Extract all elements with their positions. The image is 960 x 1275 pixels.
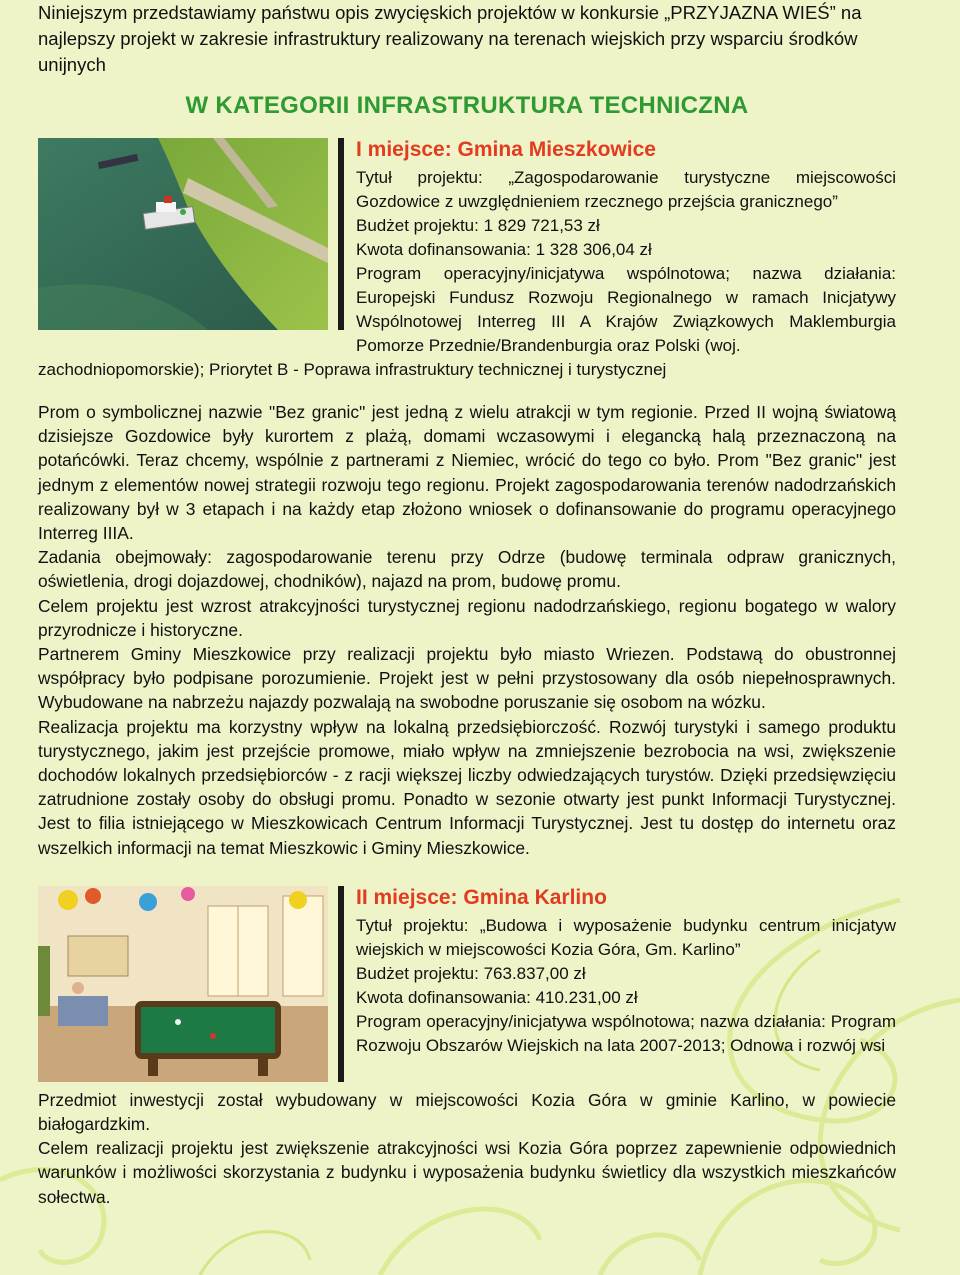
place-2-details xyxy=(356,886,896,1058)
body-paragraph: Realizacja projektu ma korzystny wpływ na lokalną przedsiębiorczość. Rozwój turystyki i samego produktu turystycznego, jakim jest przejście promowe, miało wpływ na zmniejszenie bezrobocia na wsi, zwiększenie dochodów lokalnych przedsiębiorców - z racji większej liczby odwiedzających turystów. Dzięki przedsięwzięciu zatrudnione zostały osoby do obsługi promu. Ponadto w sezonie otwarty jest punkt Informacji Turystycznej. Jest to filia istniejącego w Mieszkowicach Centrum Informacji Turystycznej. Jest tu dostęp do internetu oraz wszelkich informacji na temat Mieszkowic i Gminy Mieszkowice. xyxy=(38,716,896,858)
place-1-details xyxy=(356,138,896,358)
place-2-section xyxy=(38,886,896,1058)
place-1-tail: zachodniopomorskie); Priorytet B - Poprawa infrastruktury technicznej i turystycznej xyxy=(38,360,667,379)
page-content xyxy=(38,0,896,1209)
body-paragraph: Prom o symbolicznej nazwie "Bez granic" jest jedną z wielu atrakcji w tym regionie. Przed II wojną światową dzisiejsze Gozdowice były kurortem z plażą, domami wczasowymi i elegancką halą przeznaczoną na potańcówki. Teraz chcemy, wspólnie z partnerami z Niemiec, wrócić do tego co było. Prom "Bez granic" jest jednym z elementów nowej strategii rozwoju tego regionu. Projekt zagospodarowania terenów nadodrzańskich realizowany był w 3 etapach i na każdy etap złożono wniosek o dofinansowanie do programu operacyjnego Interreg IIIA. xyxy=(38,402,896,544)
place-1-title: I miejsce: Gmina Mieszkowice xyxy=(356,138,656,161)
accent-bar xyxy=(338,138,344,330)
place-1-funding: Kwota dofinansowania: 1 328 306,04 zł xyxy=(356,240,652,259)
body-paragraph: Celem projektu jest wzrost atrakcyjności turystycznej regionu nadodrzańskiego, regionu bogatego w walory przyrodnicze i historyczne. xyxy=(38,595,896,640)
place-2-body xyxy=(38,1088,896,1209)
place-1-section xyxy=(38,138,896,382)
body-paragraph: Zadania obejmowały: zagospodarowanie terenu przy Odrze (budowę terminala odpraw granicznych, oświetlenia, drogi dojazdowej, chodników), najazd na prom, budowę promu. xyxy=(38,547,896,592)
accent-bar xyxy=(338,886,344,1082)
place-2-program: Program operacyjny/inicjatywa wspólnotowa; nazwa działania: Program Rozwoju Obszarów Wiejskich na lata 2007-2013; Odnowa i rozwój wsi xyxy=(356,1011,896,1055)
body-paragraph: Celem realizacji projektu jest zwiększenie atrakcyjności wsi Kozia Góra poprzez zapewnienie odpowiednich warunków i możliwości skorzystania z budynku i wyposażenia budynku świetlicy dla wszystkich mieszkańców sołectwa. xyxy=(38,1138,896,1207)
place-2-funding: Kwota dofinansowania: 410.231,00 zł xyxy=(356,987,638,1007)
place-2-project-title: Tytuł projektu: „Budowa i wyposażenie budynku centrum inicjatyw wiejskich w miejscowości Kozia Góra, Gm. Karlino” xyxy=(356,915,896,959)
place-1-program: Program operacyjny/inicjatywa wspólnotowa; nazwa działania: Europejski Fundusz Rozwoju Regionalnego w ramach Inicjatywy Wspólnotowej Interreg III A Krajów Związkowych Maklemburgia Pomorze Przednie/Brandenburgia oraz Polski (woj. xyxy=(356,264,896,355)
place-1-project-title: Tytuł projektu: „Zagospodarowanie turystyczne miejscowości Gozdowice z uwzględnieniem rzecznego przejścia granicznego” xyxy=(356,168,896,211)
category-title: W KATEGORII INFRASTRUKTURA TECHNICZNA xyxy=(185,92,749,119)
place-1-budget: Budżet projektu: 1 829 721,53 zł xyxy=(356,216,600,235)
body-paragraph: Partnerem Gminy Mieszkowice przy realizacji projektu było miasto Wriezen. Podstawą do obustronnej współpracy było podpisane porozumienie. Projekt jest w pełni przystosowany dla osób niepełnosprawnych. Wybudowane na nabrzeżu najazdy pozwalają na swobodne poruszanie się osobom na wózku. xyxy=(38,644,896,713)
place-2-budget: Budżet projektu: 763.837,00 zł xyxy=(356,963,586,983)
place-1-body xyxy=(38,400,896,860)
ferry-photo xyxy=(38,138,328,330)
community-room-photo xyxy=(38,886,328,1082)
body-paragraph: Przedmiot inwestycji został wybudowany w miejscowości Kozia Góra w gminie Karlino, w powiecie białogardzkim. xyxy=(38,1089,896,1135)
place-2-title: II miejsce: Gmina Karlino xyxy=(356,885,607,909)
intro-paragraph: Niniejszym przedstawiamy państwu opis zwycięskich projektów w konkursie „PRZYJAZNA WIEŚ” na najlepszy projekt w zakresie infrastruktury realizowany na terenach wiejskich przy wsparciu środków unijnych xyxy=(38,2,862,75)
